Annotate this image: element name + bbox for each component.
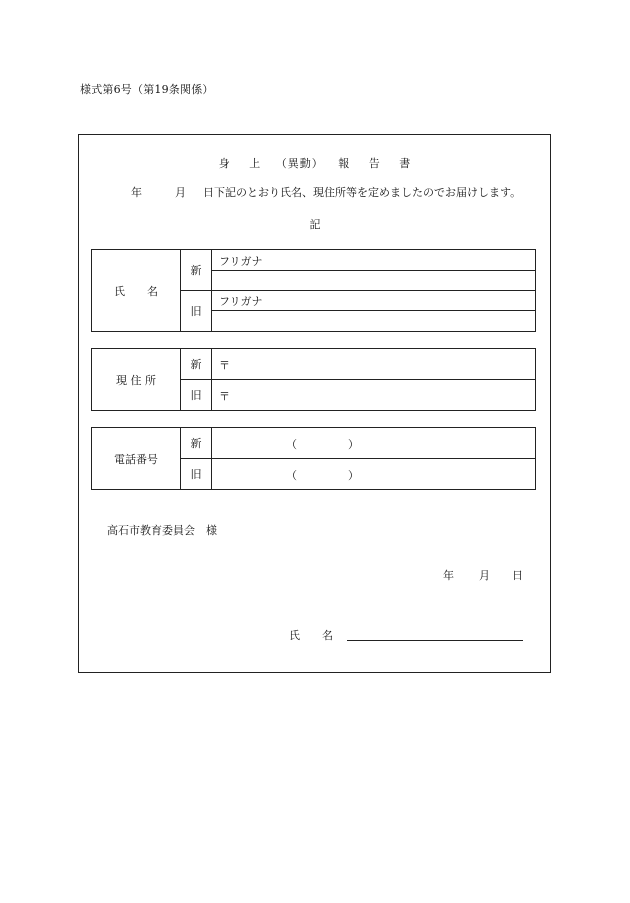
title-char: 書 — [399, 157, 412, 170]
form-number: 様式第6号（第19条関係） — [80, 83, 214, 96]
address-label: 現 住 所 — [92, 349, 181, 410]
name-old-label: 旧 — [181, 290, 212, 331]
ki-heading: 記 — [309, 218, 321, 231]
phone-label: 電話番号 — [92, 428, 181, 489]
divider — [212, 270, 535, 271]
phone-new-paren-close: ） — [348, 438, 359, 451]
date-year: 年 — [443, 569, 454, 582]
name-label: 氏 名 — [92, 250, 181, 331]
intro-text: 日下記のとおり氏名、現住所等を定めましたのでお届けします。 — [203, 186, 522, 199]
phone-section — [91, 427, 536, 490]
intro-year: 年 — [131, 186, 142, 199]
signature-label: 氏 名 — [289, 629, 333, 642]
signature-line[interactable] — [347, 640, 523, 641]
name-new-furigana: フリガナ — [219, 255, 263, 268]
phone-new-label: 新 — [181, 428, 212, 458]
title-char: 上 — [249, 157, 262, 170]
name-new-label: 新 — [181, 250, 212, 290]
divider — [181, 290, 535, 291]
phone-old-paren-open: （ — [286, 469, 297, 482]
phone-new-paren-open: （ — [286, 438, 297, 451]
address-new-label: 新 — [181, 349, 212, 379]
address-new-postal: 〒 — [219, 359, 230, 372]
phone-old-paren-close: ） — [348, 469, 359, 482]
addressee: 高石市教育委員会 様 — [107, 524, 217, 537]
title-char: 身 — [218, 157, 231, 170]
intro-month: 月 — [175, 186, 186, 199]
document-title — [0, 155, 630, 171]
divider — [181, 379, 535, 380]
divider — [181, 458, 535, 459]
date-month: 月 — [479, 569, 490, 582]
name-section — [91, 249, 536, 332]
address-old-postal: 〒 — [219, 390, 230, 403]
title-char: 告 — [368, 157, 381, 170]
date-day: 日 — [512, 569, 523, 582]
address-old-label: 旧 — [181, 379, 212, 410]
title-char: 報 — [338, 157, 351, 170]
title-char: （異動） — [275, 157, 324, 170]
name-old-furigana: フリガナ — [219, 295, 263, 308]
divider — [212, 310, 535, 311]
phone-old-label: 旧 — [181, 458, 212, 489]
address-section — [91, 348, 536, 411]
